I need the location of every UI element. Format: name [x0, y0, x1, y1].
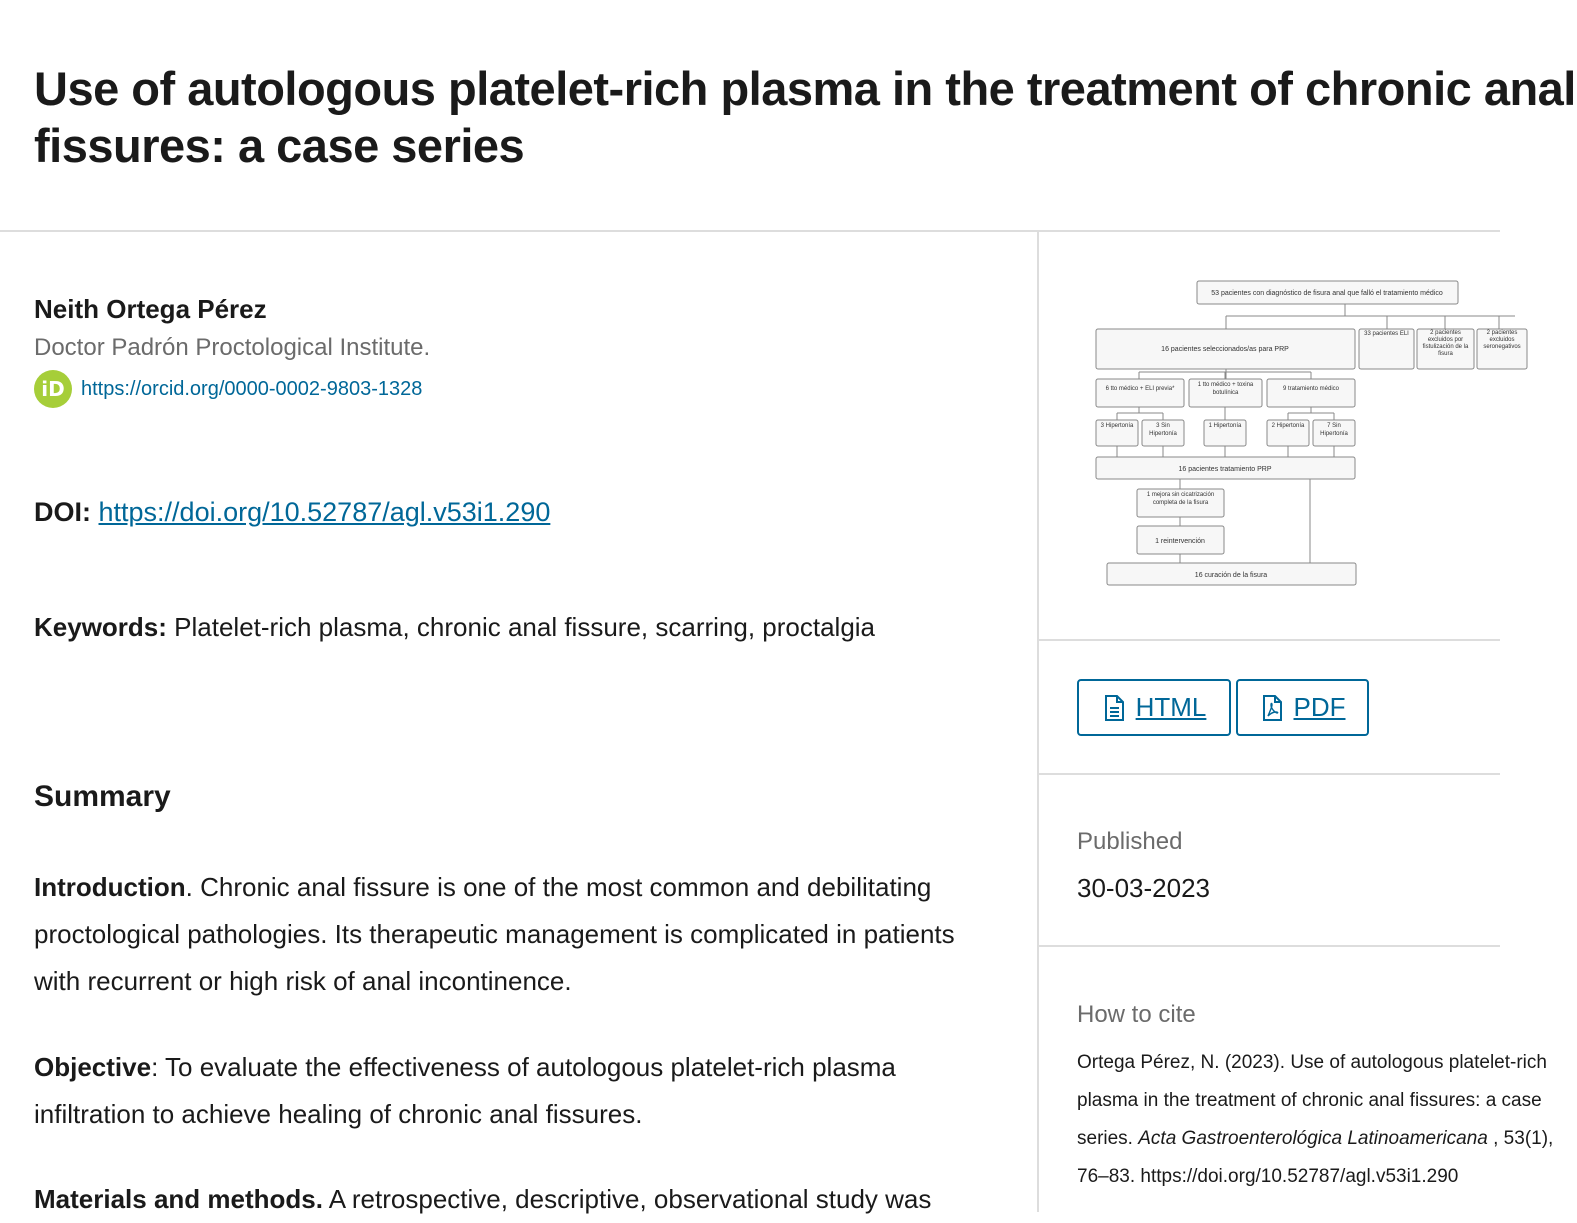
doi-link[interactable]: https://doi.org/10.52787/agl.v53i1.290: [98, 497, 551, 527]
article-title: [34, 60, 1576, 174]
cover-partial-box: 1 mejora sin cicatrización completa de la fisura: [1146, 492, 1215, 506]
sidebar-separator-3: [1039, 945, 1500, 947]
author-name: Neith Ortega Pérez: [34, 294, 267, 324]
pdf-galley-label: PDF: [1293, 692, 1346, 722]
introduction-paragraph: [34, 864, 984, 1005]
cover-sub1-box: 3 Hipertonía: [1100, 423, 1134, 429]
methods-text: A retrospective, descriptive, observational study was: [328, 1184, 932, 1214]
cover-sub2-box: 3 Sin Hipertonía: [1149, 423, 1177, 437]
doi-row: [34, 497, 550, 528]
header-divider: [0, 230, 1500, 232]
sidebar-divider: [1037, 232, 1039, 1212]
sidebar-separator-2: [1039, 773, 1500, 775]
cover-excl1-box: 2 pacientes excluidos por fistulización de la fisura: [1422, 330, 1469, 357]
methods-label: Materials and methods.: [34, 1184, 323, 1214]
cover-reop-box: 1 reintervención: [1155, 538, 1205, 545]
cover-branch3-box: 9 tratamiento médico: [1282, 386, 1340, 392]
cover-selected-box: 16 pacientes seleccionados/as para PRP: [1161, 346, 1289, 353]
cover-branch2-box: 1 tto médico + toxina botulínica: [1197, 382, 1254, 396]
sidebar-separator-1: [1039, 639, 1500, 641]
methods-paragraph: [34, 1176, 984, 1223]
cover-image[interactable]: [1095, 280, 1521, 590]
keywords-value: Platelet-rich plasma, chronic anal fissure, scarring, proctalgia: [174, 612, 876, 642]
article-title-line-2: fissures: a case series: [34, 119, 525, 172]
cover-sub4-box: 2 Hipertonía: [1271, 423, 1305, 429]
how-to-cite-label: How to cite: [1077, 1001, 1196, 1028]
citation-journal: Acta Gastroenterológica Latinoamericana: [1138, 1128, 1488, 1149]
citation-part-1: Ortega Pérez, N. (2023). Use of autologous platelet-rich plasma in the treatment of chronic anal fissures: a case series.: [1077, 1052, 1547, 1149]
objective-paragraph: [34, 1044, 984, 1138]
orcid-row: [34, 370, 422, 408]
citation-text: [1077, 1044, 1577, 1196]
cover-healed-box: 16 curación de la fisura: [1194, 572, 1268, 579]
html-galley-button[interactable]: [1077, 679, 1231, 736]
keywords-label: Keywords:: [34, 612, 167, 642]
published-date: 30-03-2023: [1077, 873, 1210, 903]
file-pdf-icon: [1260, 695, 1284, 721]
orcid-icon: iD: [34, 370, 72, 408]
keywords-row: [34, 612, 875, 643]
objective-text: : To evaluate the effectiveness of autologous platelet-rich plasma infiltration to achieve healing of chronic anal fissures.: [34, 1052, 896, 1129]
article-title-line-1: Use of autologous platelet-rich plasma in the treatment of chronic anal: [34, 62, 1576, 115]
introduction-text: . Chronic anal fissure is one of the most common and debilitating proctological pathologies. Its therapeutic management is complicated in patients with recurrent or high risk of anal incontinence.: [34, 872, 955, 996]
cover-top-box: 53 pacientes con diagnóstico de fisura anal que falló el tratamiento médico: [1211, 290, 1443, 297]
author-affiliation: Doctor Padrón Proctological Institute.: [34, 334, 431, 361]
cover-eli-box: 33 pacientes ELI: [1364, 331, 1409, 337]
cover-sub3-box: 1 Hipertonía: [1208, 423, 1242, 429]
orcid-link[interactable]: https://orcid.org/0000-0002-9803-1328: [81, 377, 423, 400]
html-galley-label: HTML: [1135, 692, 1207, 722]
cover-branch1-box: 6 tto médico + ELI previa*: [1105, 386, 1175, 392]
file-text-icon: [1102, 695, 1126, 721]
pdf-galley-button[interactable]: [1236, 679, 1369, 736]
cover-sub5-box: 7 Sin Hipertonía: [1320, 423, 1348, 437]
cover-excl2-box: 2 pacientes excluidos seronegativos: [1483, 330, 1521, 350]
doi-label: DOI:: [34, 497, 91, 527]
summary-heading: Summary: [34, 780, 171, 813]
cover-treated-box: 16 pacientes tratamiento PRP: [1178, 466, 1272, 473]
objective-label: Objective: [34, 1052, 152, 1082]
published-label: Published: [1077, 828, 1183, 855]
introduction-label: Introduction: [34, 872, 186, 902]
citation-part-2: , 53(1), 76–83. https://doi.org/10.52787/agl.v53i1.290: [1077, 1128, 1554, 1187]
